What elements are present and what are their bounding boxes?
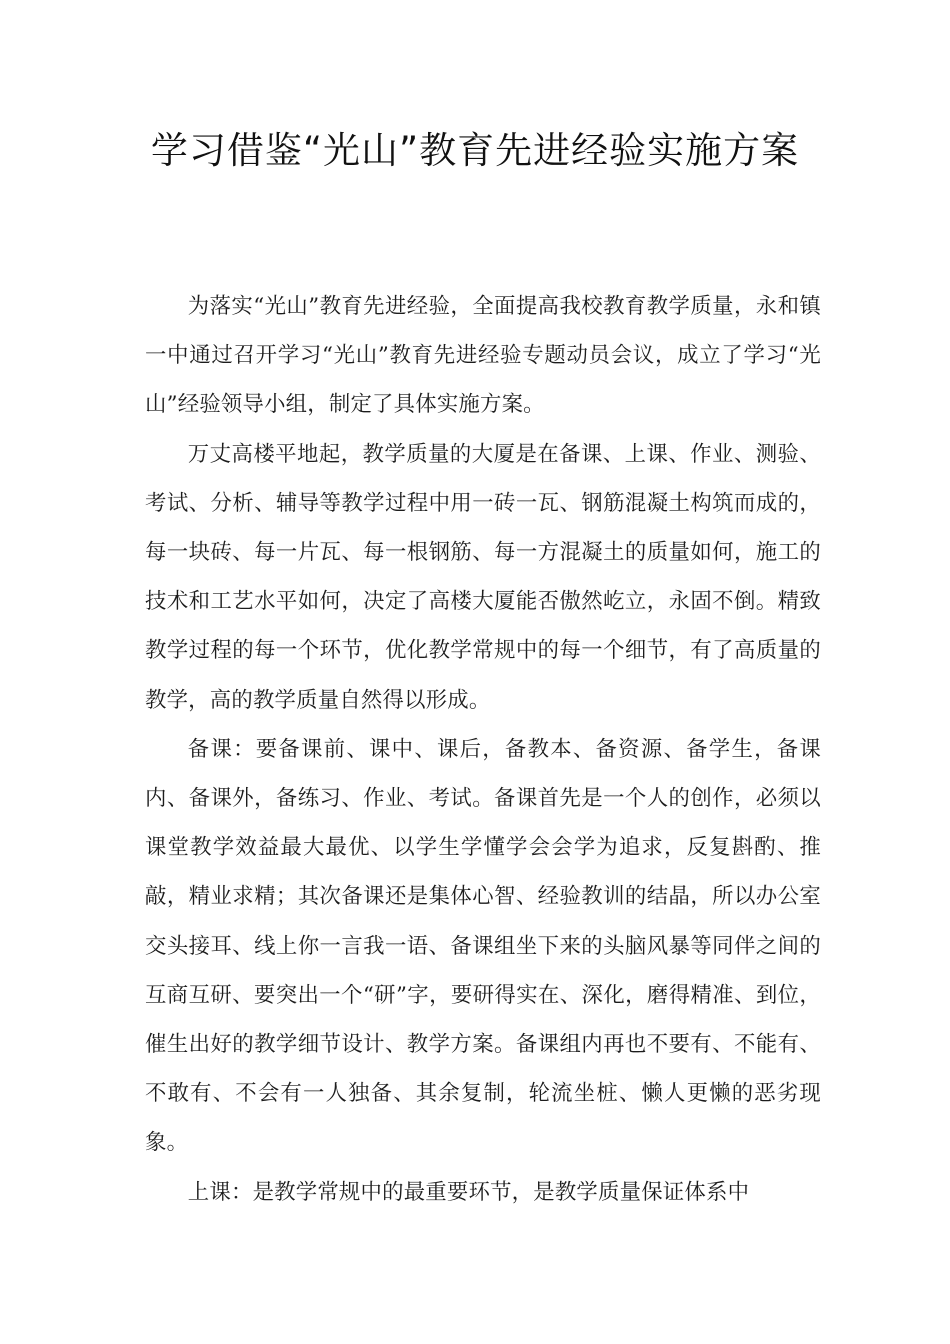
- document-title: 学习借鉴“光山”教育先进经验实施方案: [150, 129, 800, 172]
- paragraph-intro: 为落实“光山”教育先进经验，全面提高我校教育教学质量，永和镇一中通过召开学习“光山”教育先进经验专题动员会议，成立了学习“光山”经验领导小组，制定了具体实施方案。: [145, 294, 821, 418]
- paragraph-teaching-quality: 万丈高楼平地起，教学质量的大厦是在备课、上课、作业、测验、考试、分析、辅导等教学过程中用一砖一瓦、钢筋混凝土构筑而成的，每一块砖、每一片瓦、每一根钢筋、每一方混凝土的质量如何，施工的技术和工艺水平如何，决定了高楼大厦能否傲然屹立，永固不倒。精致教学过程的每一个环节，优化教学常规中的每一个细节，有了高质量的教学，高的教学质量自然得以形成。: [145, 441, 821, 713]
- paragraph-class-teaching: 上课：是教学常规中的最重要环节，是教学质量保证体系中: [187, 1179, 750, 1205]
- document-body: [145, 282, 821, 1217]
- paragraph-lesson-prep: 备课：要备课前、课中、课后，备教本、备资源、备学生，备课内、备课外，备练习、作业、考试。备课首先是一个人的创作，必须以课堂教学效益最大最优、以学生学懂学会会学为追求，反复斟酌、推敲，精业求精；其次备课还是集体心智、经验教训的结晶，所以办公室交头接耳、线上你一言我一语、备课组坐下来的头脑风暴等同伴之间的互商互研、要突出一个“研”字，要研得实在、深化，磨得精准、到位，催生出好的教学细节设计、教学方案。备课组内再也不要有、不能有、不敢有、不会有一人独备、其余复制，轮流坐桩、懒人更懒的恶劣现象。: [145, 736, 821, 1156]
